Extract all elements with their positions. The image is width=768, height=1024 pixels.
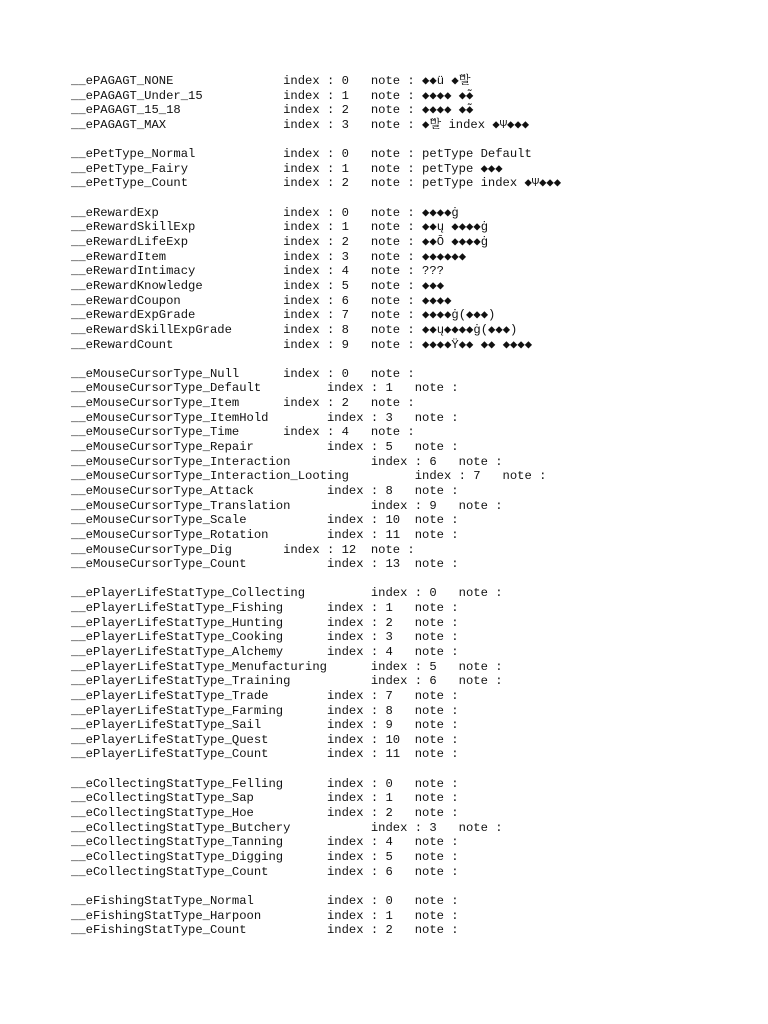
enum-line: __ePlayerLifeStatType_Count index : 11 note : (71, 747, 459, 762)
enum-line: __eCollectingStatType_Count index : 6 note : (71, 864, 459, 879)
enum-line: __eMouseCursorType_Count index : 13 note : (71, 557, 459, 572)
enum-line: __ePetType_Normal index : 0 note : petType Default (71, 147, 532, 162)
enum-line: __eMouseCursorType_Interaction_Looting index : 7 note : (71, 469, 547, 484)
enum-group-pagagt (71, 74, 561, 133)
enum-group-reward (71, 206, 561, 352)
enum-line: __ePlayerLifeStatType_Quest index : 10 note : (71, 732, 459, 747)
enum-line: __ePlayerLifeStatType_Farming index : 8 note : (71, 703, 459, 718)
enum-line: __ePlayerLifeStatType_Menufacturing index : 5 note : (71, 659, 503, 674)
enum-line: __eCollectingStatType_Butchery index : 3 note : (71, 820, 503, 835)
enum-line: __eMouseCursorType_Scale index : 10 note : (71, 513, 459, 528)
enum-line: __eMouseCursorType_Item index : 2 note : (71, 396, 415, 411)
enum-line: __ePAGAGT_Under_15 index : 1 note : ◆◆◆◆ ◆̃◆ (71, 88, 474, 103)
enum-line: __eRewardLifeExp index : 2 note : ◆◆Ō ◆◆◆◆ġ (71, 235, 489, 250)
enum-line: __eMouseCursorType_Interaction index : 6 note : (71, 454, 503, 469)
enum-line: __eRewardKnowledge index : 5 note : ◆◆◆ (71, 278, 445, 293)
enum-line: __eRewardSkillExp index : 1 note : ◆◆ų ◆◆◆◆ġ (71, 220, 489, 235)
enum-line: __eRewardExp index : 0 note : ◆◆◆◆ġ (71, 205, 459, 220)
enum-line: __eCollectingStatType_Tanning index : 4 note : (71, 835, 459, 850)
enum-line: __eRewardExpGrade index : 7 note : ◆◆◆◆ġ(◆◆◆) (71, 308, 496, 323)
enum-line: __eMouseCursorType_Repair index : 5 note : (71, 440, 459, 455)
enum-line: __eMouseCursorType_Translation index : 9 note : (71, 498, 503, 513)
enum-group-player-life-stat-type (71, 586, 561, 762)
enum-line: __ePAGAGT_MAX index : 3 note : ◆̃발 index ◆Ψ◆◆◆ (71, 117, 530, 132)
enum-line: __eCollectingStatType_Sap index : 1 note : (71, 791, 459, 806)
enum-line: __ePlayerLifeStatType_Sail index : 9 note : (71, 718, 459, 733)
enum-line: __ePAGAGT_NONE index : 0 note : ◆◆ü ◆̃발 (71, 74, 471, 88)
enum-line: __ePlayerLifeStatType_Hunting index : 2 note : (71, 615, 459, 630)
enum-line: __eMouseCursorType_Null index : 0 note : (71, 366, 415, 381)
enum-line: __eMouseCursorType_ItemHold index : 3 note : (71, 410, 459, 425)
enum-line: __eRewardIntimacy index : 4 note : ??? (71, 264, 444, 279)
enum-group-mouse-cursor-type (71, 367, 561, 572)
enum-line: __eCollectingStatType_Felling index : 0 note : (71, 776, 459, 791)
enum-line: __eRewardItem index : 3 note : ◆◆◆◆◆◆ (71, 249, 467, 264)
enum-line: __ePlayerLifeStatType_Fishing index : 1 note : (71, 601, 459, 616)
enum-line: __ePlayerLifeStatType_Cooking index : 3 note : (71, 630, 459, 645)
enum-line: __eFishingStatType_Count index : 2 note : (71, 923, 459, 938)
enum-line: __eFishingStatType_Normal index : 0 note : (71, 893, 459, 908)
enum-group-fishing-stat-type (71, 894, 561, 938)
enum-line: __eFishingStatType_Harpoon index : 1 note : (71, 908, 459, 923)
enum-line: __eMouseCursorType_Attack index : 8 note : (71, 483, 459, 498)
enum-group-collecting-stat-type (71, 777, 561, 879)
enum-line: __eRewardCoupon index : 6 note : ◆◆◆◆ (71, 293, 452, 308)
enum-line: __ePlayerLifeStatType_Training index : 6 note : (71, 674, 503, 689)
enum-line: __ePlayerLifeStatType_Alchemy index : 4 note : (71, 644, 459, 659)
enum-line: __eMouseCursorType_Dig index : 12 note : (71, 542, 415, 557)
enum-line: __ePetType_Fairy index : 1 note : petType ◆◆◆ (71, 161, 503, 176)
enum-line: __ePlayerLifeStatType_Collecting index : 0 note : (71, 586, 503, 601)
enum-line: __ePlayerLifeStatType_Trade index : 7 note : (71, 688, 459, 703)
enum-group-pet-type (71, 147, 561, 191)
enum-line: __eCollectingStatType_Hoe index : 2 note : (71, 806, 459, 821)
enum-line: __eRewardSkillExpGrade index : 8 note : ◆◆ų◆◆◆◆ġ(◆◆◆) (71, 322, 518, 337)
enum-line: __ePAGAGT_15_18 index : 2 note : ◆◆◆◆ ◆̃◆ (71, 103, 474, 118)
enum-line: __ePetType_Count index : 2 note : petType index ◆Ψ◆◆◆ (71, 176, 562, 191)
document-page (71, 74, 561, 952)
enum-line: __eMouseCursorType_Rotation index : 11 note : (71, 527, 459, 542)
enum-line: __eCollectingStatType_Digging index : 5 note : (71, 849, 459, 864)
enum-line: __eMouseCursorType_Time index : 4 note : (71, 425, 415, 440)
enum-line: __eMouseCursorType_Default index : 1 note : (71, 381, 459, 396)
enum-line: __eRewardCount index : 9 note : ◆◆◆◆Ÿ◆◆ ◆◆ ◆◆◆◆ (71, 337, 533, 352)
